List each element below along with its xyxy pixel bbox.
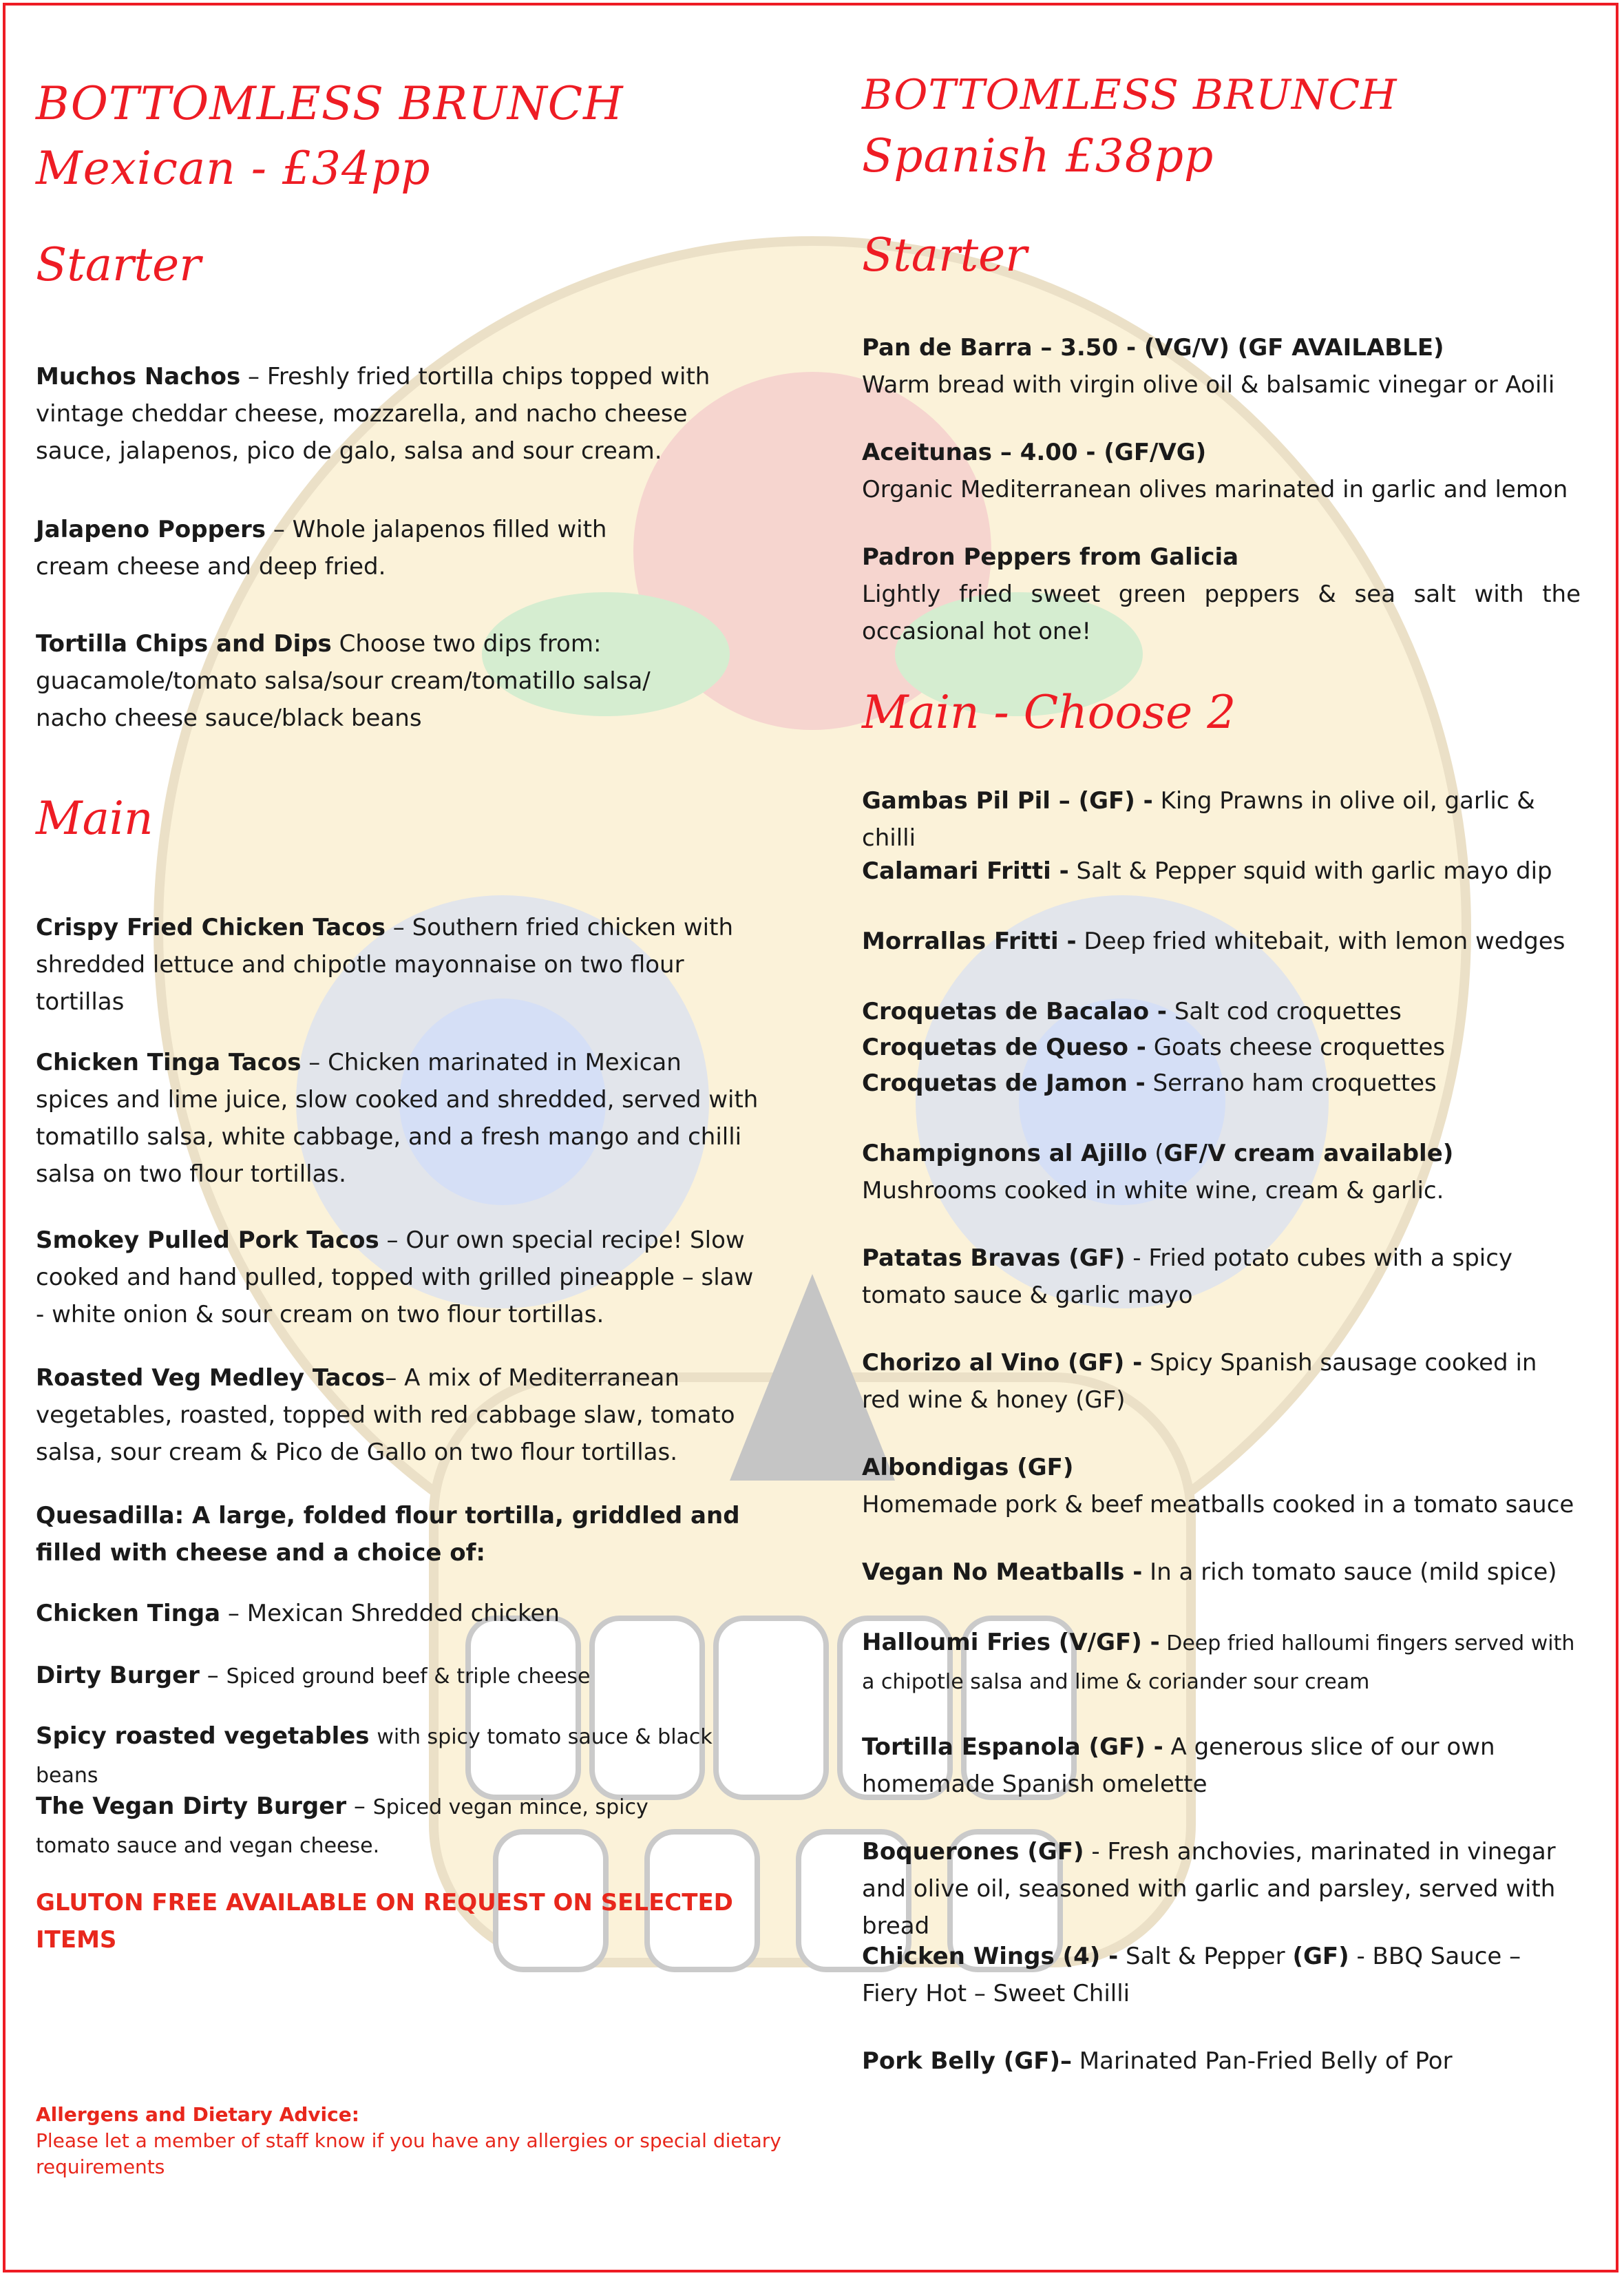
mexican-main-4: Roasted Veg Medley Tacos– A mix of Mediterranean vegetables, roasted, topped with red cabbage slaw, tomato salsa, sour cream & Pico de Gallo on two flour tortillas.: [36, 1364, 735, 1466]
quesadilla-option-4: The Vegan Dirty Burger – Spiced vegan mince, spicy tomato sauce and vegan cheese.: [36, 1793, 648, 1858]
spanish-title-line2: Spanish £38pp: [862, 129, 1214, 182]
spanish-main-9: Chorizo al Vino (GF) - Spicy Spanish sausage cooked in red wine & honey (GF): [862, 1349, 1537, 1414]
mexican-title-line1: BOTTOMLESS BRUNCH: [36, 77, 624, 130]
spanish-starter-heading: Starter: [862, 229, 1027, 282]
spanish-main-15: Chicken Wings (4) - Salt & Pepper (GF) - BBQ Sauce – Fiery Hot – Sweet Chilli: [862, 1943, 1521, 2007]
item-desc: Chicken marinated in Mexican spices and lime juice, slow cooked and shredded, served with tomatillo salsa, white cabbage, and a fresh mango and chilli salsa on two flour tortillas.: [36, 1049, 759, 1188]
mexican-main-1: Crispy Fried Chicken Tacos – Southern fried chicken with shredded lettuce and chipotle mayonnaise on two flour tortillas: [36, 914, 733, 1016]
spanish-main-16: Pork Belly (GF)– Marinated Pan-Fried Belly of Por: [862, 2047, 1453, 2075]
spanish-starter-3: Padron Peppers from Galicia Lightly fried sweet green peppers & sea salt with the occasional hot one!: [862, 543, 1581, 645]
mexican-title-line2: Mexican - £34pp: [36, 142, 431, 195]
spanish-main-8: Patatas Bravas (GF) - Fried potato cubes with a spicy tomato sauce & garlic mayo: [862, 1244, 1513, 1309]
item-name: Chicken Tinga Tacos: [36, 1049, 302, 1076]
item-desc: Choose two dips from: guacamole/tomato salsa/sour cream/tomatillo salsa/ nacho cheese sauce/black beans: [36, 630, 651, 732]
item-name: Muchos Nachos: [36, 363, 241, 390]
item-desc: Our own special recipe! Slow cooked and hand pulled, topped with grilled pineapple – slaw - white onion & sour cream on two flour tortillas.: [36, 1226, 754, 1328]
spanish-starter-2: Aceitunas – 4.00 - (GF/VG) Organic Mediterranean olives marinated in garlic and lemon: [862, 439, 1568, 503]
item-desc: Whole jalapenos filled with cream cheese and deep fried.: [36, 516, 607, 581]
spanish-main-2: Calamari Fritti - Salt & Pepper squid with garlic mayo dip: [862, 857, 1552, 885]
gluten-free-note: GLUTON FREE AVAILABLE ON REQUEST ON SELECTED ITEMS: [36, 1889, 733, 1954]
item-name: Roasted Veg Medley Tacos: [36, 1364, 386, 1392]
item-name: Tortilla Chips and Dips: [36, 630, 332, 658]
spanish-main-5: Croquetas de Queso - Goats cheese croquettes: [862, 1034, 1446, 1061]
spanish-title: [862, 66, 1398, 189]
spanish-main-12: Halloumi Fries (V/GF) - Deep fried halloumi fingers served with a chipotle salsa and lime & coriander sour cream: [862, 1629, 1575, 1694]
mexican-starter-1: Muchos Nachos – Freshly fried tortilla chips topped with vintage cheddar cheese, mozzarella, and nacho cheese sauce, jalapenos, pico de galo, salsa and sour cream.: [36, 363, 710, 465]
allergen-text: Please let a member of staff know if you have any allergies or special dietary requirements: [36, 2129, 781, 2178]
spanish-main-heading: Main - Choose 2: [862, 686, 1236, 739]
mexican-main-3: Smokey Pulled Pork Tacos – Our own special recipe! Slow cooked and hand pulled, topped with grilled pineapple – slaw - white onion & sour cream on two flour tortillas.: [36, 1226, 754, 1328]
spanish-title-line1: BOTTOMLESS BRUNCH: [862, 71, 1398, 119]
spanish-main-1: Gambas Pil Pil – (GF) - King Prawns in olive oil, garlic & chilli: [862, 787, 1535, 852]
item-desc: Freshly fried tortilla chips topped with vintage cheddar cheese, mozzarella, and nacho cheese sauce, jalapenos, pico de galo, salsa and sour cream.: [36, 363, 710, 465]
item-name: Smokey Pulled Pork Tacos: [36, 1226, 379, 1254]
spanish-main-14: Boquerones (GF) - Fresh anchovies, marinated in vinegar and olive oil, seasoned with garlic and parsley, served with bread: [862, 1838, 1556, 1940]
mexican-starter-3: [36, 625, 717, 737]
mexican-title: [36, 72, 624, 201]
allergen-title: Allergens and Dietary Advice:: [36, 2103, 359, 2126]
spanish-starter-1: Pan de Barra – 3.50 - (VG/V) (GF AVAILABLE) Warm bread with virgin olive oil & balsamic vinegar or Aoili: [862, 334, 1555, 399]
mexican-starter-2: Jalapeno Poppers – Whole jalapenos filled with cream cheese and deep fried.: [36, 516, 607, 581]
spanish-main-13: Tortilla Espanola (GF) - A generous slice of our own homemade Spanish omelette: [862, 1733, 1495, 1798]
item-name: Jalapeno Poppers: [36, 516, 266, 543]
spanish-main-6: Croquetas de Jamon - Serrano ham croquettes: [862, 1069, 1437, 1097]
mexican-starter-heading: Starter: [36, 238, 201, 291]
item-desc: Southern fried chicken with shredded lettuce and chipotle mayonnaise on two flour tortillas: [36, 914, 733, 1016]
quesadilla-option-2: Dirty Burger – Spiced ground beef & triple cheese: [36, 1662, 591, 1689]
quesadilla-option-3: Spicy roasted vegetables with spicy tomato sauce & black beans: [36, 1722, 713, 1788]
quesadilla-option-1: Chicken Tinga – Mexican Shredded chicken: [36, 1600, 560, 1627]
spanish-main-7: Champignons al Ajillo (GF/V cream available) Mushrooms cooked in white wine, cream & garlic.: [862, 1140, 1454, 1204]
quesadilla-heading: Quesadilla: A large, folded flour tortilla, griddled and filled with cheese and a choice of:: [36, 1502, 740, 1567]
allergen-advice: [36, 2102, 786, 2180]
item-desc: A mix of Mediterranean vegetables, roasted, topped with red cabbage slaw, tomato salsa, sour cream & Pico de Gallo on two flour tortillas.: [36, 1364, 735, 1466]
spanish-main-3: Morrallas Fritti - Deep fried whitebait, with lemon wedges: [862, 928, 1565, 955]
mexican-main-heading: Main: [36, 792, 154, 845]
item-name: Crispy Fried Chicken Tacos: [36, 914, 386, 941]
spanish-main-4: Croquetas de Bacalao - Salt cod croquettes: [862, 998, 1402, 1025]
spanish-main-10: Albondigas (GF) Homemade pork & beef meatballs cooked in a tomato sauce: [862, 1454, 1574, 1518]
mexican-main-2: Chicken Tinga Tacos – Chicken marinated in Mexican spices and lime juice, slow cooked and shredded, served with tomatillo salsa, white cabbage, and a fresh mango and chilli salsa on two flour tortillas.: [36, 1049, 759, 1188]
spanish-main-11: Vegan No Meatballs - In a rich tomato sauce (mild spice): [862, 1558, 1557, 1586]
